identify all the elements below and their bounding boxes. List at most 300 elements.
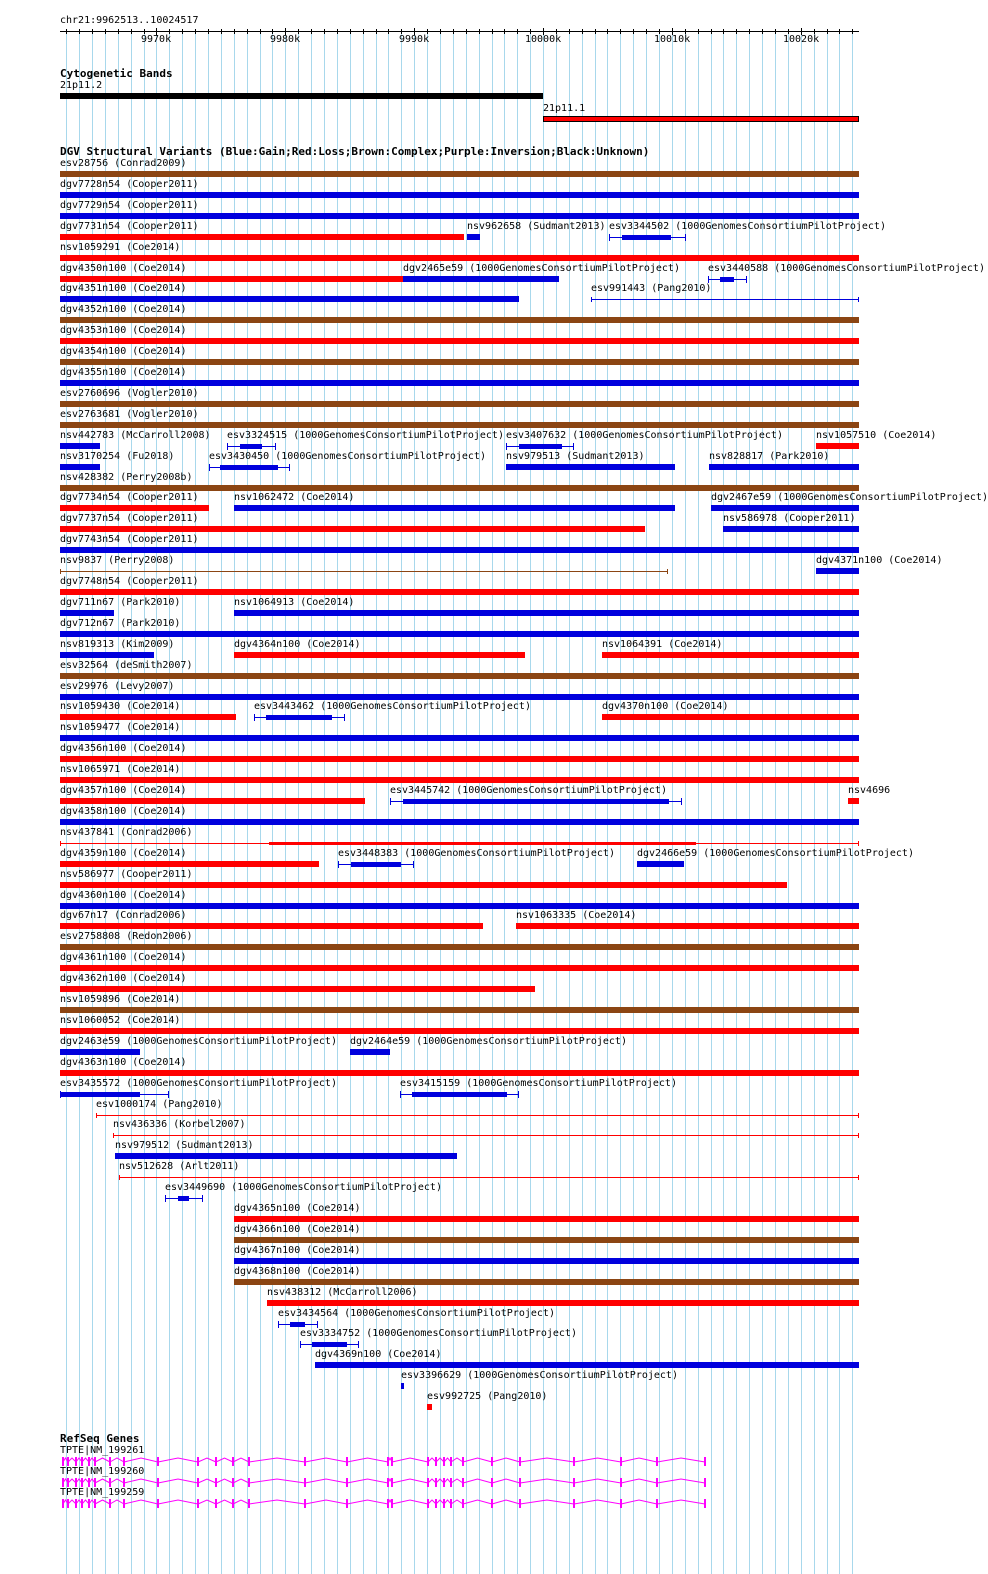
ruler-minor-tick	[492, 29, 493, 34]
sv-bar-complex[interactable]	[60, 171, 859, 177]
sv-bar-gain[interactable]	[637, 861, 684, 867]
sv-bar-gain[interactable]	[403, 276, 559, 282]
gene-exon	[232, 1499, 234, 1508]
gene-exon	[232, 1457, 234, 1466]
ruler-minor-tick	[698, 29, 699, 34]
sv-id: esv28756	[60, 158, 109, 169]
gene-label: TPTE|NM_199260	[60, 1466, 145, 1477]
sv-source: 1000GenomesConsortiumPilotProject	[281, 451, 480, 462]
gene-exon	[123, 1457, 125, 1466]
gene-exon	[62, 1499, 64, 1508]
ruler-minor-tick	[182, 29, 183, 34]
sv-core-bar[interactable]	[178, 1196, 189, 1201]
sv-label: nsv3170254 (Fu2018)	[60, 451, 175, 462]
sv-label: nsv1062472 (Coe2014)	[234, 492, 355, 503]
sv-range-end	[858, 841, 859, 846]
gene-exon	[88, 1499, 90, 1508]
sv-id: nsv819313	[60, 639, 115, 650]
sv-bar-complex[interactable]	[60, 1007, 859, 1013]
cytoband-track-title: Cytogenetic Bands	[60, 67, 173, 80]
sv-bar-complex[interactable]	[60, 359, 859, 365]
sv-source: Coe2014	[138, 367, 181, 378]
cytoband-bar[interactable]	[543, 116, 859, 122]
sv-source: Coe2014	[312, 1245, 355, 1256]
sv-bar-loss[interactable]	[60, 1070, 859, 1076]
sv-source: Cooper2011	[132, 513, 193, 524]
sv-id: dgv4357n100	[60, 785, 127, 796]
ruler-minor-tick	[195, 29, 196, 34]
sv-bar-complex[interactable]	[60, 673, 859, 679]
sv-bar-gain[interactable]	[60, 443, 100, 449]
sv-id: dgv4361n100	[60, 952, 127, 963]
sv-whisker-cap	[317, 1321, 318, 1328]
sv-range-end	[96, 1113, 97, 1118]
sv-bar-gain[interactable]	[234, 1258, 859, 1264]
sv-range-end	[60, 841, 61, 846]
sv-id: dgv4353n100	[60, 325, 127, 336]
sv-source: 1000GenomesConsortiumPilotProject	[472, 1078, 671, 1089]
sv-bar-gain[interactable]	[711, 505, 859, 511]
sv-source: Korbel2007	[179, 1119, 240, 1130]
sv-bar-loss[interactable]	[848, 798, 859, 804]
sv-id: esv991443	[591, 283, 646, 294]
sv-label: nsv1060052 (Coe2014)	[60, 1015, 181, 1026]
sv-bar-loss[interactable]	[60, 255, 859, 261]
sv-core-bar[interactable]	[269, 842, 696, 845]
sv-bar-complex[interactable]	[234, 1279, 859, 1285]
sv-range-line-loss[interactable]	[96, 1115, 859, 1116]
sv-bar-loss[interactable]	[60, 986, 535, 992]
sv-label: dgv4363n100 (Coe2014)	[60, 1057, 187, 1068]
sv-id: dgv4355n100	[60, 367, 127, 378]
sv-id: esv3445742	[390, 785, 451, 796]
sv-whisker-cap	[202, 1195, 203, 1202]
sv-label: dgv4354n100 (Coe2014)	[60, 346, 187, 357]
sv-source: Coe2014	[138, 304, 181, 315]
sv-id: nsv512628	[119, 1161, 174, 1172]
sv-source: 1000GenomesConsortiumPilotProject	[326, 701, 525, 712]
ruler-minor-tick	[749, 29, 750, 34]
ruler-minor-tick	[66, 29, 67, 34]
sv-core-bar[interactable]	[312, 1342, 347, 1347]
sv-id: nsv4696	[848, 785, 891, 796]
ruler-minor-tick	[569, 29, 570, 34]
sv-bar-gain[interactable]	[234, 610, 859, 616]
sv-bar-loss[interactable]	[516, 923, 859, 929]
sv-core-bar[interactable]	[240, 444, 262, 449]
gene-exon	[491, 1457, 493, 1466]
sv-label: esv29976 (Levy2007)	[60, 681, 175, 692]
sv-bar-gain[interactable]	[816, 568, 859, 574]
sv-id: dgv4352n100	[60, 304, 127, 315]
gene-exon	[123, 1478, 125, 1487]
sv-bar-loss[interactable]	[60, 965, 859, 971]
ruler-minor-tick	[337, 29, 338, 34]
sv-source: Cooper2011	[132, 221, 193, 232]
sv-label: dgv4369n100 (Coe2014)	[315, 1349, 442, 1360]
gene-exon	[387, 1457, 389, 1466]
sv-core-bar[interactable]	[622, 235, 671, 240]
sv-label: dgv4368n100 (Coe2014)	[234, 1266, 361, 1277]
ruler-minor-tick	[723, 29, 724, 34]
sv-id: nsv1059291	[60, 242, 121, 253]
sv-bar-loss[interactable]	[816, 443, 859, 449]
sv-label: nsv442783 (McCarroll2008)	[60, 430, 211, 441]
sv-id: dgv4366n100	[234, 1224, 301, 1235]
sv-source: Coe2014	[894, 555, 937, 566]
ruler-minor-tick	[260, 29, 261, 34]
gene-exon	[391, 1457, 393, 1466]
sv-bar-gain[interactable]	[60, 192, 859, 198]
sv-whisker-cap	[209, 464, 210, 471]
sv-bar-loss[interactable]	[60, 882, 787, 888]
sv-label: nsv438312 (McCarroll2006)	[267, 1287, 418, 1298]
gene-exon	[656, 1499, 658, 1508]
gene-exon	[94, 1499, 96, 1508]
ruler-minor-tick	[762, 29, 763, 34]
sv-bar-loss[interactable]	[60, 526, 645, 532]
sv-label: dgv4367n100 (Coe2014)	[234, 1245, 361, 1256]
cytoband-bar[interactable]	[60, 93, 543, 99]
sv-source: Coe2014	[312, 639, 355, 650]
sv-whisker-cap	[708, 276, 709, 283]
gene-exon	[109, 1499, 111, 1508]
sv-core-bar[interactable]	[266, 715, 332, 720]
sv-whisker-cap	[227, 443, 228, 450]
gene-intron-lines	[63, 1500, 705, 1504]
sv-bar-loss[interactable]	[602, 714, 859, 720]
ruler-minor-tick	[311, 29, 312, 34]
sv-label: dgv2466e59 (1000GenomesConsortiumPilotProject)	[637, 848, 914, 859]
sv-label: esv3449690 (1000GenomesConsortiumPilotProject)	[165, 1182, 442, 1193]
sv-bar-complex[interactable]	[60, 401, 859, 407]
sv-range-end	[591, 297, 592, 302]
sv-label: dgv4355n100 (Coe2014)	[60, 367, 187, 378]
sv-source: Conrad2006	[126, 827, 187, 838]
gene-model[interactable]	[55, 1455, 705, 1471]
sv-source: Sudmant2013	[572, 451, 639, 462]
sv-source: Coe2014	[888, 430, 931, 441]
sv-label: dgv4360n100 (Coe2014)	[60, 890, 187, 901]
sv-label: esv3430450 (1000GenomesConsortiumPilotProject)	[209, 451, 486, 462]
sv-whisker-cap	[390, 798, 391, 805]
sv-id: nsv1059896	[60, 994, 121, 1005]
gene-exon	[427, 1457, 429, 1466]
sv-source: Cooper2011	[132, 200, 193, 211]
sv-source: Cooper2011	[132, 492, 193, 503]
sv-bar-loss[interactable]	[60, 861, 319, 867]
gene-exon	[248, 1499, 250, 1508]
ruler-minor-tick	[208, 29, 209, 34]
sv-id: esv1000174	[96, 1099, 157, 1110]
sv-range-end	[858, 1113, 859, 1118]
sv-label: esv3445742 (1000GenomesConsortiumPilotProject)	[390, 785, 667, 796]
gene-label: TPTE|NM_199261	[60, 1445, 145, 1456]
ruler-tick-label: 10000k	[525, 34, 562, 45]
sv-label: nsv9837 (Perry2008)	[60, 555, 175, 566]
sv-bar-gain[interactable]	[60, 547, 859, 553]
sv-bar-loss[interactable]	[602, 652, 859, 658]
sv-bar-gain[interactable]	[350, 1049, 390, 1055]
sv-label: dgv4361n100 (Coe2014)	[60, 952, 187, 963]
sv-bar-loss[interactable]	[60, 777, 859, 783]
sv-whisker-cap	[681, 798, 682, 805]
sv-label: dgv4353n100 (Coe2014)	[60, 325, 187, 336]
sv-bar-gain[interactable]	[60, 213, 859, 219]
sv-core-bar[interactable]	[220, 465, 278, 470]
ruler-minor-tick	[827, 29, 828, 34]
ruler-minor-tick	[105, 29, 106, 34]
sv-source: 1000GenomesConsortiumPilotProject	[132, 1078, 331, 1089]
sv-id: dgv67n17	[60, 910, 109, 921]
ruler-minor-tick	[453, 29, 454, 34]
ruler-tick-label: 10020k	[783, 34, 820, 45]
sv-whisker-cap	[344, 714, 345, 721]
sv-label: esv3440588 (1000GenomesConsortiumPilotProject)	[708, 263, 985, 274]
sv-id: dgv4359n100	[60, 848, 127, 859]
sv-bar-gain[interactable]	[60, 694, 859, 700]
sv-label: nsv1063335 (Coe2014)	[516, 910, 637, 921]
sv-core-bar[interactable]	[519, 444, 562, 449]
sv-whisker-cap	[165, 1195, 166, 1202]
sv-label: dgv4371n100 (Coe2014)	[816, 555, 943, 566]
sv-id: dgv7728n54	[60, 179, 121, 190]
gene-exon	[704, 1478, 706, 1487]
sv-label: dgv4350n100 (Coe2014)	[60, 263, 187, 274]
sv-range-line-loss[interactable]	[119, 1177, 859, 1178]
sv-bar-gain[interactable]	[506, 464, 675, 470]
sv-source: Coe2014	[138, 743, 181, 754]
sv-bar-loss[interactable]	[60, 923, 483, 929]
sv-id: nsv586978	[723, 513, 778, 524]
sv-source: 1000GenomesConsortiumPilotProject	[372, 1328, 571, 1339]
sv-bar-loss[interactable]	[60, 276, 403, 282]
sv-range-line-gain[interactable]	[591, 299, 859, 300]
gene-model[interactable]	[55, 1476, 705, 1492]
ruler-minor-tick	[595, 29, 596, 34]
gene-exon	[450, 1478, 452, 1487]
sv-core-bar[interactable]	[412, 1092, 507, 1097]
gene-exon	[75, 1457, 77, 1466]
sv-id: dgv4358n100	[60, 806, 127, 817]
sv-bar-gain[interactable]	[60, 631, 859, 637]
gene-model[interactable]	[55, 1497, 705, 1513]
sv-bar-loss[interactable]	[234, 1216, 859, 1222]
sv-whisker-cap	[168, 1091, 169, 1098]
sv-bar-gain[interactable]	[60, 296, 519, 302]
sv-bar-loss[interactable]	[60, 1028, 859, 1034]
gene-exon	[75, 1478, 77, 1487]
sv-label: esv3415159 (1000GenomesConsortiumPilotProject)	[400, 1078, 677, 1089]
sv-bar-loss[interactable]	[234, 652, 525, 658]
sv-id: dgv4356n100	[60, 743, 127, 754]
sv-bar-gain[interactable]	[60, 903, 859, 909]
gene-exon	[704, 1499, 706, 1508]
sv-source: Coe2014	[138, 1057, 181, 1068]
sv-id: esv29976	[60, 681, 109, 692]
sv-id: dgv2463e59	[60, 1036, 121, 1047]
sv-id: dgv4364n100	[234, 639, 301, 650]
sv-bar-gain[interactable]	[315, 1362, 859, 1368]
sv-bar-loss[interactable]	[267, 1300, 859, 1306]
sv-range-line-loss[interactable]	[113, 1135, 859, 1136]
sv-bar-gain[interactable]	[115, 1153, 457, 1159]
sv-bar-gain[interactable]	[60, 1049, 140, 1055]
sv-bar-loss[interactable]	[60, 338, 859, 344]
sv-source: Coe2014	[680, 701, 723, 712]
sv-label: dgv7729n54 (Cooper2011)	[60, 200, 199, 211]
sv-source: Coe2014	[132, 701, 175, 712]
gene-exon	[573, 1457, 575, 1466]
sv-label: esv3324515 (1000GenomesConsortiumPilotProject)	[227, 430, 504, 441]
sv-source: Coe2014	[138, 785, 181, 796]
sv-source: Coe2014	[138, 973, 181, 984]
sv-label: dgv7728n54 (Cooper2011)	[60, 179, 199, 190]
sv-core-bar[interactable]	[60, 1092, 140, 1097]
gene-exon	[435, 1499, 437, 1508]
sv-id: esv3334752	[300, 1328, 361, 1339]
sv-source: 1000GenomesConsortiumPilotProject	[132, 1036, 331, 1047]
gene-exon	[62, 1457, 64, 1466]
sv-source: Coe2014	[312, 1203, 355, 1214]
sv-source: 1000GenomesConsortiumPilotProject	[578, 430, 777, 441]
sv-source: Coe2014	[138, 890, 181, 901]
sv-source: Coe2014	[138, 263, 181, 274]
sv-id: dgv4362n100	[60, 973, 127, 984]
sv-whisker-cap	[685, 234, 686, 241]
sv-bar-gain[interactable]	[234, 505, 675, 511]
ruler-minor-tick	[118, 29, 119, 34]
sv-label: dgv2463e59 (1000GenomesConsortiumPilotProject)	[60, 1036, 337, 1047]
sv-label: esv2758808 (Redon2006)	[60, 931, 193, 942]
sv-range-line-complex[interactable]	[60, 571, 668, 572]
sv-source: Vogler2010	[132, 388, 193, 399]
sv-bar-complex[interactable]	[60, 317, 859, 323]
sv-bar-loss[interactable]	[427, 1404, 432, 1410]
sv-source: Coe2014	[306, 492, 349, 503]
sv-whisker-cap	[506, 443, 507, 450]
ruler-tick-label: 9970k	[141, 34, 172, 45]
sv-id: dgv712n67	[60, 618, 115, 629]
sv-source: Coe2014	[312, 1266, 355, 1277]
sv-label: dgv7743n54 (Cooper2011)	[60, 534, 199, 545]
sv-bar-gain[interactable]	[723, 526, 859, 532]
gene-exon	[620, 1499, 622, 1508]
sv-id: esv3434564	[278, 1308, 339, 1319]
ruler-minor-tick	[839, 29, 840, 34]
sv-whisker-cap	[254, 714, 255, 721]
sv-bar-loss[interactable]	[60, 505, 209, 511]
gene-exon	[248, 1478, 250, 1487]
gene-exon	[67, 1478, 69, 1487]
ruler-minor-tick	[247, 29, 248, 34]
sv-core-bar[interactable]	[403, 799, 669, 804]
sv-bar-loss[interactable]	[60, 756, 859, 762]
sv-bar-gain[interactable]	[60, 610, 114, 616]
sv-source: Coe2014	[312, 1224, 355, 1235]
sv-id: dgv4360n100	[60, 890, 127, 901]
sv-bar-gain[interactable]	[60, 380, 859, 386]
sv-id: esv3396629	[401, 1370, 462, 1381]
sv-id: nsv1064391	[602, 639, 663, 650]
sv-label: dgv712n67 (Park2010)	[60, 618, 181, 629]
sv-id: dgv7748n54	[60, 576, 121, 587]
sv-source: 1000GenomesConsortiumPilotProject	[475, 263, 674, 274]
gene-exon	[620, 1478, 622, 1487]
sv-id: nsv1060052	[60, 1015, 121, 1026]
gene-exon	[443, 1499, 445, 1508]
ruler-minor-tick	[711, 29, 712, 34]
sv-label: dgv4356n100 (Coe2014)	[60, 743, 187, 754]
sv-id: dgv7743n54	[60, 534, 121, 545]
gene-exon	[94, 1457, 96, 1466]
gene-exon	[88, 1478, 90, 1487]
sv-bar-complex[interactable]	[60, 422, 859, 428]
sv-id: dgv7731n54	[60, 221, 121, 232]
sv-bar-gain[interactable]	[467, 234, 480, 240]
ruler-minor-tick	[852, 29, 853, 34]
sv-bar-gain[interactable]	[60, 735, 859, 741]
sv-bar-gain[interactable]	[709, 464, 859, 470]
sv-bar-loss[interactable]	[60, 798, 365, 804]
ruler-minor-tick	[775, 29, 776, 34]
sv-bar-loss[interactable]	[60, 234, 464, 240]
sv-bar-loss[interactable]	[60, 589, 859, 595]
sv-bar-gain[interactable]	[401, 1383, 404, 1389]
sv-source: Perry2008b	[126, 472, 187, 483]
sv-label: dgv4352n100 (Coe2014)	[60, 304, 187, 315]
sv-whisker-cap	[746, 276, 747, 283]
sv-label: dgv2467e59 (1000GenomesConsortiumPilotProject)	[711, 492, 988, 503]
sv-source: 1000GenomesConsortiumPilotProject	[462, 785, 661, 796]
sv-label: nsv1059430 (Coe2014)	[60, 701, 181, 712]
sv-source: Coe2014	[132, 994, 175, 1005]
gene-exon	[197, 1478, 199, 1487]
sv-label: esv3396629 (1000GenomesConsortiumPilotProject)	[401, 1370, 678, 1381]
gene-exon	[573, 1499, 575, 1508]
sv-id: dgv2466e59	[637, 848, 698, 859]
sv-source: Conrad2009	[120, 158, 181, 169]
sv-bar-gain[interactable]	[60, 819, 859, 825]
sv-bar-gain[interactable]	[60, 464, 100, 470]
gene-exon	[81, 1457, 83, 1466]
sv-source: Coe2014	[138, 283, 181, 294]
sv-core-bar[interactable]	[720, 277, 734, 282]
gene-exon	[109, 1478, 111, 1487]
sv-id: nsv436336	[113, 1119, 168, 1130]
sv-id: dgv4351n100	[60, 283, 127, 294]
cytoband-label: 21p11.1	[543, 103, 586, 114]
gene-exon	[94, 1478, 96, 1487]
sv-label: nsv1059896 (Coe2014)	[60, 994, 181, 1005]
sv-id: esv32564	[60, 660, 109, 671]
sv-id: nsv1065971	[60, 764, 121, 775]
sv-bar-complex[interactable]	[234, 1237, 859, 1243]
gene-exon	[387, 1478, 389, 1487]
sv-core-bar[interactable]	[351, 862, 401, 867]
ruler-minor-tick	[633, 29, 634, 34]
sv-range-end	[119, 1175, 120, 1180]
sv-bar-gain[interactable]	[60, 652, 154, 658]
sv-bar-complex[interactable]	[60, 485, 859, 491]
sv-whisker-cap	[573, 443, 574, 450]
sv-core-bar[interactable]	[290, 1322, 305, 1327]
sv-bar-complex[interactable]	[60, 944, 859, 950]
sv-source: 1000GenomesConsortiumPilotProject	[473, 1370, 672, 1381]
sv-bar-loss[interactable]	[60, 714, 236, 720]
sv-id: esv3448383	[338, 848, 399, 859]
ruler-minor-tick	[324, 29, 325, 34]
